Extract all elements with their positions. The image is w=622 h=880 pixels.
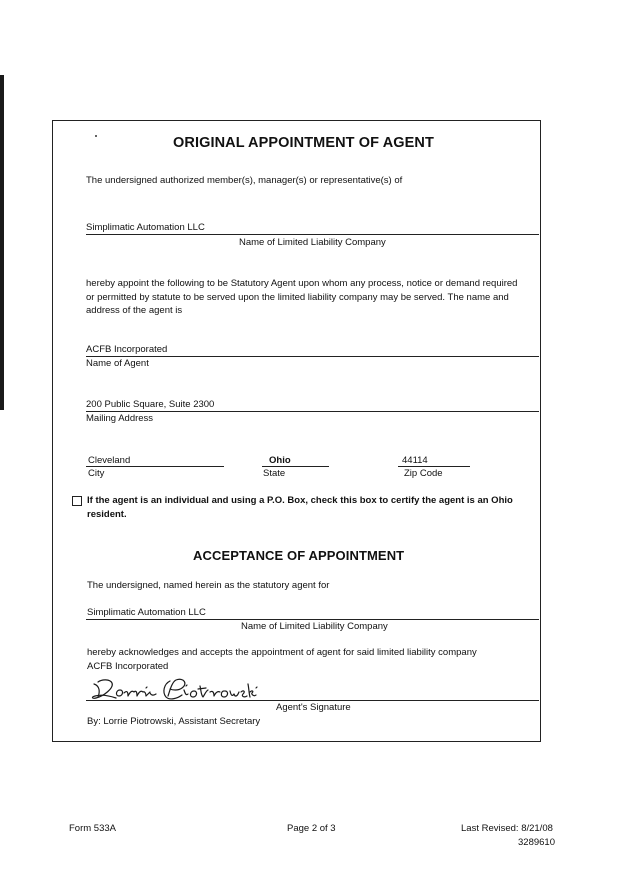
acceptance-agent-name: ACFB Incorporated xyxy=(87,661,169,672)
state-label: State xyxy=(263,468,286,479)
form-title: ORIGINAL APPOINTMENT OF AGENT xyxy=(173,135,434,151)
mailing-address-value[interactable]: 200 Public Square, Suite 2300 xyxy=(86,399,215,410)
document-number: 3289610 xyxy=(518,837,555,848)
mailing-address-label: Mailing Address xyxy=(86,413,154,424)
last-revised: Last Revised: 8/21/08 xyxy=(461,823,553,834)
zip-value[interactable]: 44114 xyxy=(402,455,428,466)
company-name-label: Name of Limited Liability Company xyxy=(239,237,386,248)
company-name-line xyxy=(86,234,539,235)
signature-label: Agent's Signature xyxy=(276,702,351,713)
city-line xyxy=(86,466,224,467)
acceptance-company-label: Name of Limited Liability Company xyxy=(241,621,388,632)
agent-name-label: Name of Agent xyxy=(86,358,149,369)
zip-line xyxy=(398,466,470,467)
scan-edge-bar xyxy=(0,75,4,410)
po-box-checkbox[interactable] xyxy=(72,496,82,506)
zip-label: Zip Code xyxy=(404,468,443,479)
city-value[interactable]: Cleveland xyxy=(88,455,131,466)
form-number: Form 533A xyxy=(69,823,116,834)
company-name-value[interactable]: Simplimatic Automation LLC xyxy=(86,222,205,233)
appoint-paragraph: hereby appoint the following to be Statutory Agent upon whom any process, notice or demand required or permitted by statute to be served upon the limited liability company may be served. The name and address of the agent is xyxy=(86,278,518,316)
page-number: Page 2 of 3 xyxy=(287,823,336,834)
acceptance-title: ACCEPTANCE OF APPOINTMENT xyxy=(193,548,405,563)
signed-by-text: By: Lorrie Piotrowski, Assistant Secretary xyxy=(87,716,261,727)
acceptance-company-line xyxy=(86,619,539,620)
acceptance-company-value[interactable]: Simplimatic Automation LLC xyxy=(87,607,206,618)
scan-speck xyxy=(95,135,97,137)
agent-name-line xyxy=(86,356,539,357)
agent-name-value[interactable]: ACFB Incorporated xyxy=(86,344,168,355)
acceptance-intro: The undersigned, named herein as the statutory agent for xyxy=(87,580,330,591)
city-label: City xyxy=(88,468,105,479)
po-box-text: If the agent is an individual and using a P.O. Box, check this box to certify the agent is an Ohio resident. xyxy=(87,495,513,520)
state-value[interactable]: Ohio xyxy=(269,455,291,466)
mailing-address-line xyxy=(86,411,539,412)
signature-line xyxy=(86,700,539,701)
acknowledge-text: hereby acknowledges and accepts the appointment of agent for said limited liability company xyxy=(87,647,477,658)
intro-text: The undersigned authorized member(s), manager(s) or representative(s) of xyxy=(86,175,403,186)
state-line xyxy=(262,466,329,467)
